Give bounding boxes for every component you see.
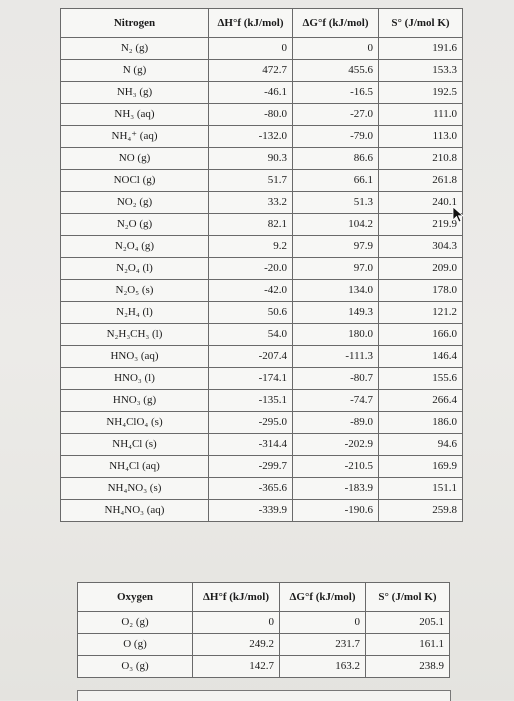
cell-enthalpy: 9.2 xyxy=(209,236,293,258)
cell-gibbs: -16.5 xyxy=(293,82,379,104)
cell-gibbs: 86.6 xyxy=(293,148,379,170)
cell-enthalpy: 249.2 xyxy=(193,634,280,656)
cell-entropy: 121.2 xyxy=(379,302,463,324)
cell-gibbs: 97.9 xyxy=(293,236,379,258)
cell-enthalpy: -174.1 xyxy=(209,368,293,390)
cell-species: N₂O₄ (g) xyxy=(61,236,209,258)
cell-entropy: 210.8 xyxy=(379,148,463,170)
cell-enthalpy: -314.4 xyxy=(209,434,293,456)
cell-entropy: 205.1 xyxy=(366,612,450,634)
table-row xyxy=(61,456,463,478)
cell-enthalpy: -80.0 xyxy=(209,104,293,126)
cell-enthalpy: 82.1 xyxy=(209,214,293,236)
cell-gibbs: 455.6 xyxy=(293,60,379,82)
cell-species: NH₃ (g) xyxy=(61,82,209,104)
cell-gibbs: 149.3 xyxy=(293,302,379,324)
cell-enthalpy: -20.0 xyxy=(209,258,293,280)
cell-gibbs: -89.0 xyxy=(293,412,379,434)
cell-gibbs: -80.7 xyxy=(293,368,379,390)
table-row xyxy=(61,302,463,324)
table-row xyxy=(61,82,463,104)
table-row xyxy=(61,126,463,148)
header-enthalpy: ΔH°f (kJ/mol) xyxy=(209,9,293,38)
nitrogen-table-body xyxy=(61,38,463,522)
table-row xyxy=(78,612,450,634)
cell-species: N₂H₃CH₃ (l) xyxy=(61,324,209,346)
cell-gibbs: 180.0 xyxy=(293,324,379,346)
cell-species: N₂ (g) xyxy=(61,38,209,60)
oxygen-thermo-table xyxy=(77,582,450,678)
cell-gibbs: -74.7 xyxy=(293,390,379,412)
next-table-edge xyxy=(77,690,451,701)
table-row xyxy=(61,412,463,434)
cell-entropy: 209.0 xyxy=(379,258,463,280)
cell-gibbs: -202.9 xyxy=(293,434,379,456)
cell-species: N₂O₄ (l) xyxy=(61,258,209,280)
cell-enthalpy: 142.7 xyxy=(193,656,280,678)
cell-entropy: 266.4 xyxy=(379,390,463,412)
table-row xyxy=(78,656,450,678)
cell-enthalpy: 90.3 xyxy=(209,148,293,170)
cell-entropy: 166.0 xyxy=(379,324,463,346)
cell-species: NH₄ClO₄ (s) xyxy=(61,412,209,434)
nitrogen-thermo-table xyxy=(60,8,463,522)
cell-gibbs: 97.0 xyxy=(293,258,379,280)
cell-entropy: 169.9 xyxy=(379,456,463,478)
cell-entropy: 219.9 xyxy=(379,214,463,236)
table-row xyxy=(61,38,463,60)
mouse-pointer-icon xyxy=(452,206,466,224)
cell-entropy: 191.6 xyxy=(379,38,463,60)
cell-enthalpy: 50.6 xyxy=(209,302,293,324)
header-enthalpy: ΔH°f (kJ/mol) xyxy=(193,583,280,612)
cell-enthalpy: 54.0 xyxy=(209,324,293,346)
cell-entropy: 94.6 xyxy=(379,434,463,456)
table-row xyxy=(61,478,463,500)
header-gibbs: ΔG°f (kJ/mol) xyxy=(293,9,379,38)
cell-enthalpy: -42.0 xyxy=(209,280,293,302)
cell-gibbs: -183.9 xyxy=(293,478,379,500)
table-row xyxy=(61,192,463,214)
cell-gibbs: -79.0 xyxy=(293,126,379,148)
header-species: Nitrogen xyxy=(61,9,209,38)
table-row xyxy=(61,500,463,522)
cell-gibbs: 104.2 xyxy=(293,214,379,236)
cell-entropy: 153.3 xyxy=(379,60,463,82)
cell-gibbs: -190.6 xyxy=(293,500,379,522)
cell-entropy: 186.0 xyxy=(379,412,463,434)
table-row xyxy=(61,324,463,346)
cell-gibbs: 51.3 xyxy=(293,192,379,214)
oxygen-table-body xyxy=(78,612,450,678)
cell-species: NH₃ (aq) xyxy=(61,104,209,126)
cell-entropy: 113.0 xyxy=(379,126,463,148)
table-row xyxy=(61,368,463,390)
cell-entropy: 240.1 xyxy=(379,192,463,214)
table-row xyxy=(61,258,463,280)
cell-species: O₂ (g) xyxy=(78,612,193,634)
cell-entropy: 304.3 xyxy=(379,236,463,258)
table-header-row xyxy=(78,583,450,612)
table-row xyxy=(61,236,463,258)
cell-enthalpy: -46.1 xyxy=(209,82,293,104)
cell-enthalpy: -365.6 xyxy=(209,478,293,500)
cell-entropy: 261.8 xyxy=(379,170,463,192)
cell-entropy: 155.6 xyxy=(379,368,463,390)
cell-entropy: 161.1 xyxy=(366,634,450,656)
table-row xyxy=(61,60,463,82)
cell-species: N₂O₅ (s) xyxy=(61,280,209,302)
table-row xyxy=(78,634,450,656)
cell-entropy: 192.5 xyxy=(379,82,463,104)
cell-species: NO (g) xyxy=(61,148,209,170)
cell-gibbs: 163.2 xyxy=(280,656,366,678)
cell-enthalpy: -207.4 xyxy=(209,346,293,368)
table-row xyxy=(61,214,463,236)
cell-entropy: 238.9 xyxy=(366,656,450,678)
cell-enthalpy: 33.2 xyxy=(209,192,293,214)
table-row xyxy=(61,280,463,302)
cell-species: NO₂ (g) xyxy=(61,192,209,214)
table-row xyxy=(61,346,463,368)
cell-species: N (g) xyxy=(61,60,209,82)
cell-species: O (g) xyxy=(78,634,193,656)
cell-gibbs: 231.7 xyxy=(280,634,366,656)
cell-gibbs: -111.3 xyxy=(293,346,379,368)
cell-enthalpy: -299.7 xyxy=(209,456,293,478)
cell-enthalpy: -295.0 xyxy=(209,412,293,434)
header-species: Oxygen xyxy=(78,583,193,612)
cell-species: HNO₃ (l) xyxy=(61,368,209,390)
cell-gibbs: -27.0 xyxy=(293,104,379,126)
table-row xyxy=(61,170,463,192)
header-gibbs: ΔG°f (kJ/mol) xyxy=(280,583,366,612)
cell-enthalpy: 0 xyxy=(193,612,280,634)
cell-species: NH₄⁺ (aq) xyxy=(61,126,209,148)
cell-species: N₂O (g) xyxy=(61,214,209,236)
cell-gibbs: 0 xyxy=(293,38,379,60)
cell-gibbs: 66.1 xyxy=(293,170,379,192)
cell-enthalpy: 51.7 xyxy=(209,170,293,192)
cell-entropy: 178.0 xyxy=(379,280,463,302)
cell-enthalpy: -132.0 xyxy=(209,126,293,148)
cell-enthalpy: 0 xyxy=(209,38,293,60)
cell-gibbs: 134.0 xyxy=(293,280,379,302)
cell-entropy: 146.4 xyxy=(379,346,463,368)
cell-entropy: 111.0 xyxy=(379,104,463,126)
cell-entropy: 259.8 xyxy=(379,500,463,522)
cell-species: NH₄Cl (s) xyxy=(61,434,209,456)
cell-species: NH₄NO₃ (aq) xyxy=(61,500,209,522)
cell-enthalpy: 472.7 xyxy=(209,60,293,82)
cell-species: NOCl (g) xyxy=(61,170,209,192)
cell-enthalpy: -339.9 xyxy=(209,500,293,522)
cell-species: NH₄NO₃ (s) xyxy=(61,478,209,500)
cell-species: N₂H₄ (l) xyxy=(61,302,209,324)
table-row xyxy=(61,104,463,126)
cell-species: HNO₃ (aq) xyxy=(61,346,209,368)
cell-species: NH₄Cl (aq) xyxy=(61,456,209,478)
header-entropy: S° (J/mol K) xyxy=(366,583,450,612)
cell-species: HNO₃ (g) xyxy=(61,390,209,412)
cell-entropy: 151.1 xyxy=(379,478,463,500)
cell-gibbs: -210.5 xyxy=(293,456,379,478)
table-row xyxy=(61,434,463,456)
cell-gibbs: 0 xyxy=(280,612,366,634)
cell-species: O₃ (g) xyxy=(78,656,193,678)
table-header-row xyxy=(61,9,463,38)
cell-enthalpy: -135.1 xyxy=(209,390,293,412)
table-row xyxy=(61,148,463,170)
table-row xyxy=(61,390,463,412)
header-entropy: S° (J/mol K) xyxy=(379,9,463,38)
